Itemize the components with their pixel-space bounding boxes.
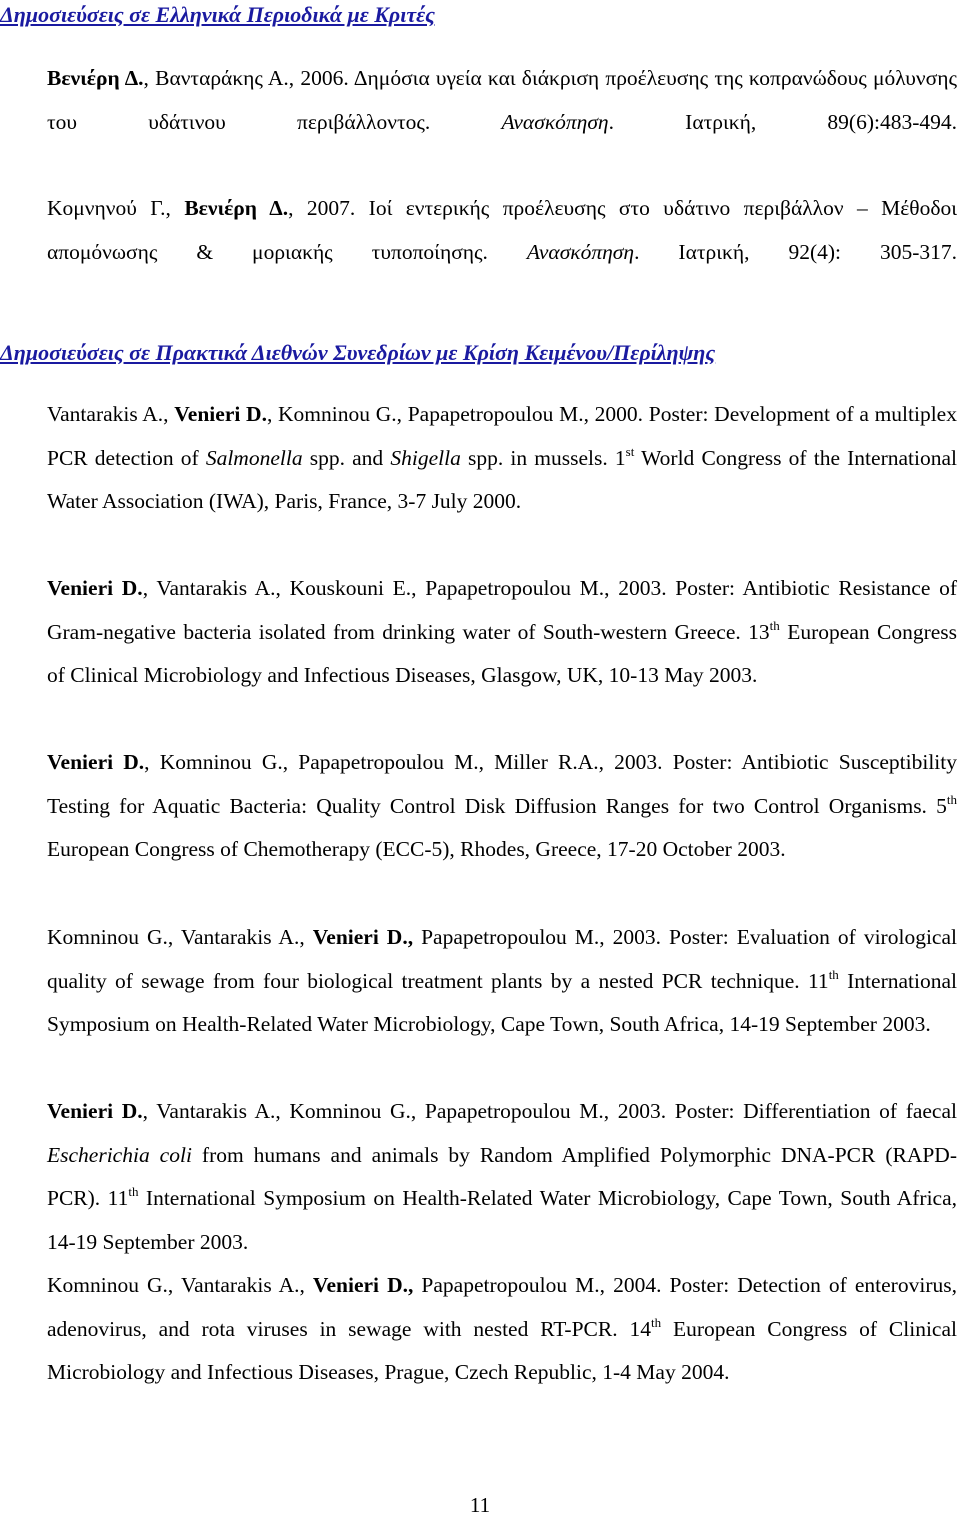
publication-entry-31	[0, 741, 957, 872]
highlighted-author: Venieri D.	[47, 750, 145, 774]
entry-text: International Symposium on Health-Related Water Microbiology, Cape Town, South Africa, 14-19 September 2003.	[47, 968, 957, 1036]
entry-text: Κομνηνού Γ.,	[47, 196, 185, 220]
ordinal-superscript: th	[128, 1184, 139, 1199]
entry-number	[0, 1264, 47, 1308]
highlighted-author: Venieri D.,	[312, 925, 414, 949]
entry-text: Komninou G., Vantarakis A.,	[47, 925, 313, 949]
entry-text: , Vantarakis A., Komninou G., Papapetropoulou M., 2003. Poster: Differentiation of faecal	[142, 1099, 957, 1123]
entry-text: Komninou G., Vantarakis A.,	[47, 1273, 313, 1297]
publication-entry-27	[0, 57, 957, 144]
entry-text: World Congress of the International Water Association (IWA), Paris, France, 3-7 July 2000.	[47, 445, 957, 513]
publication-entry-28	[0, 187, 957, 274]
entry-number	[0, 916, 47, 960]
entry-text: . Ιατρική, 89(6):483-494.	[608, 109, 957, 134]
entry-italic-text: Salmonella	[205, 445, 303, 470]
entry-text: spp. and	[302, 445, 391, 470]
entry-text: spp. in mussels. 1	[460, 445, 626, 470]
ordinal-superscript: th	[769, 617, 780, 633]
entry-text: European Congress of Clinical Microbiology and Infectious Diseases, Prague, Czech Republic, 1-4 May 2004.	[47, 1316, 957, 1384]
entry-text: International Symposium on Health-Related Water Microbiology, Cape Town, South Africa, 14-19 September 2003.	[47, 1186, 958, 1254]
entry-number	[0, 567, 47, 611]
ordinal-superscript: th	[828, 966, 839, 982]
entry-text: , Vantarakis A., Kouskouni E., Papapetropoulou M., 2003. Poster: Antibiotic Resistance of Gram-negative bacteria isolated from drinking water of South-western Greece. 13	[47, 576, 957, 644]
entry-text: Papapetropoulou M., 2004. Poster: Detection of enterovirus, adenovirus, and rota viruses in sewage with nested RT-PCR. 14	[47, 1273, 957, 1341]
publication-entry-30	[0, 567, 957, 698]
highlighted-author: Venieri D.	[174, 402, 267, 426]
entry-number	[0, 187, 47, 231]
page-number: 11	[469, 1493, 491, 1517]
entry-italic-text: Shigella	[390, 445, 461, 470]
section-heading-international-proceedings: Δημοσιεύσεις σε Πρακτικά Διεθνών Συνεδρίων με Κρίση Κειμένου/Περίληψης	[0, 340, 716, 365]
entry-text: , 2007. Ιοί εντερικής προέλευσης στο υδάτινο περιβάλλον – Μέθοδοι απομόνωσης & μοριακής τυποποίησης.	[47, 196, 958, 264]
highlighted-author: Venieri D.,	[312, 1273, 414, 1297]
entry-italic-text: Ανασκόπηση	[501, 109, 609, 134]
entry-text: Vantarakis A.,	[47, 402, 175, 426]
highlighted-author: Venieri D.	[47, 576, 143, 600]
highlighted-author: Βενιέρη Δ.	[184, 196, 289, 220]
publication-entry-32	[0, 916, 957, 1047]
entry-number	[0, 393, 47, 437]
entry-text: , Komninou G., Papapetropoulou M., Miller R.A., 2003. Poster: Antibiotic Susceptibility Testing for Aquatic Bacteria: Quality Control Disk Diffusion Ranges for two Control Organisms. 5	[47, 750, 957, 818]
entry-text: from humans and animals by Random Amplified Polymorphic DNA-PCR (RAPD-PCR). 11	[47, 1142, 957, 1210]
entry-text: European Congress of Chemotherapy (ECC-5), Rhodes, Greece, 17-20 October 2003.	[47, 837, 786, 861]
entry-number	[0, 57, 47, 101]
entry-text: , Βανταράκης Α., 2006. Δημόσια υγεία και διάκριση προέλευσης της κοπρανώδους μόλυνσης του υδάτινου περιβάλλοντος.	[47, 66, 957, 134]
entry-italic-text: Ανασκόπηση	[526, 239, 635, 264]
publication-entry-34	[0, 1264, 957, 1395]
publication-entry-33	[0, 1090, 957, 1264]
entry-text: , Komninou G., Papapetropoulou M., 2000. Poster: Development of a multiplex PCR detection of	[47, 402, 957, 470]
highlighted-author: Βενιέρη Δ.	[47, 66, 144, 90]
publication-entry-29	[0, 393, 957, 524]
entry-number	[0, 741, 47, 785]
highlighted-author: Venieri D.	[47, 1099, 143, 1123]
entry-text: European Congress of Clinical Microbiology and Infectious Diseases, Glasgow, UK, 10-13 May 2003.	[47, 619, 958, 687]
ordinal-superscript: th	[650, 1314, 662, 1330]
entry-italic-text: Escherichia coli	[47, 1142, 192, 1167]
entry-number	[0, 1090, 47, 1134]
ordinal-superscript: st	[625, 443, 635, 459]
entry-text: . Ιατρική, 92(4): 305-317.	[634, 239, 958, 264]
entry-text: Papapetropoulou M., 2003. Poster: Evaluation of virological quality of sewage from four biological treatment plants by a nested PCR technique. 11	[47, 925, 957, 993]
section-heading-greek-journals: Δημοσιεύσεις σε Ελληνικά Περιοδικά με Κριτές	[0, 2, 435, 27]
ordinal-superscript: th	[946, 791, 957, 807]
